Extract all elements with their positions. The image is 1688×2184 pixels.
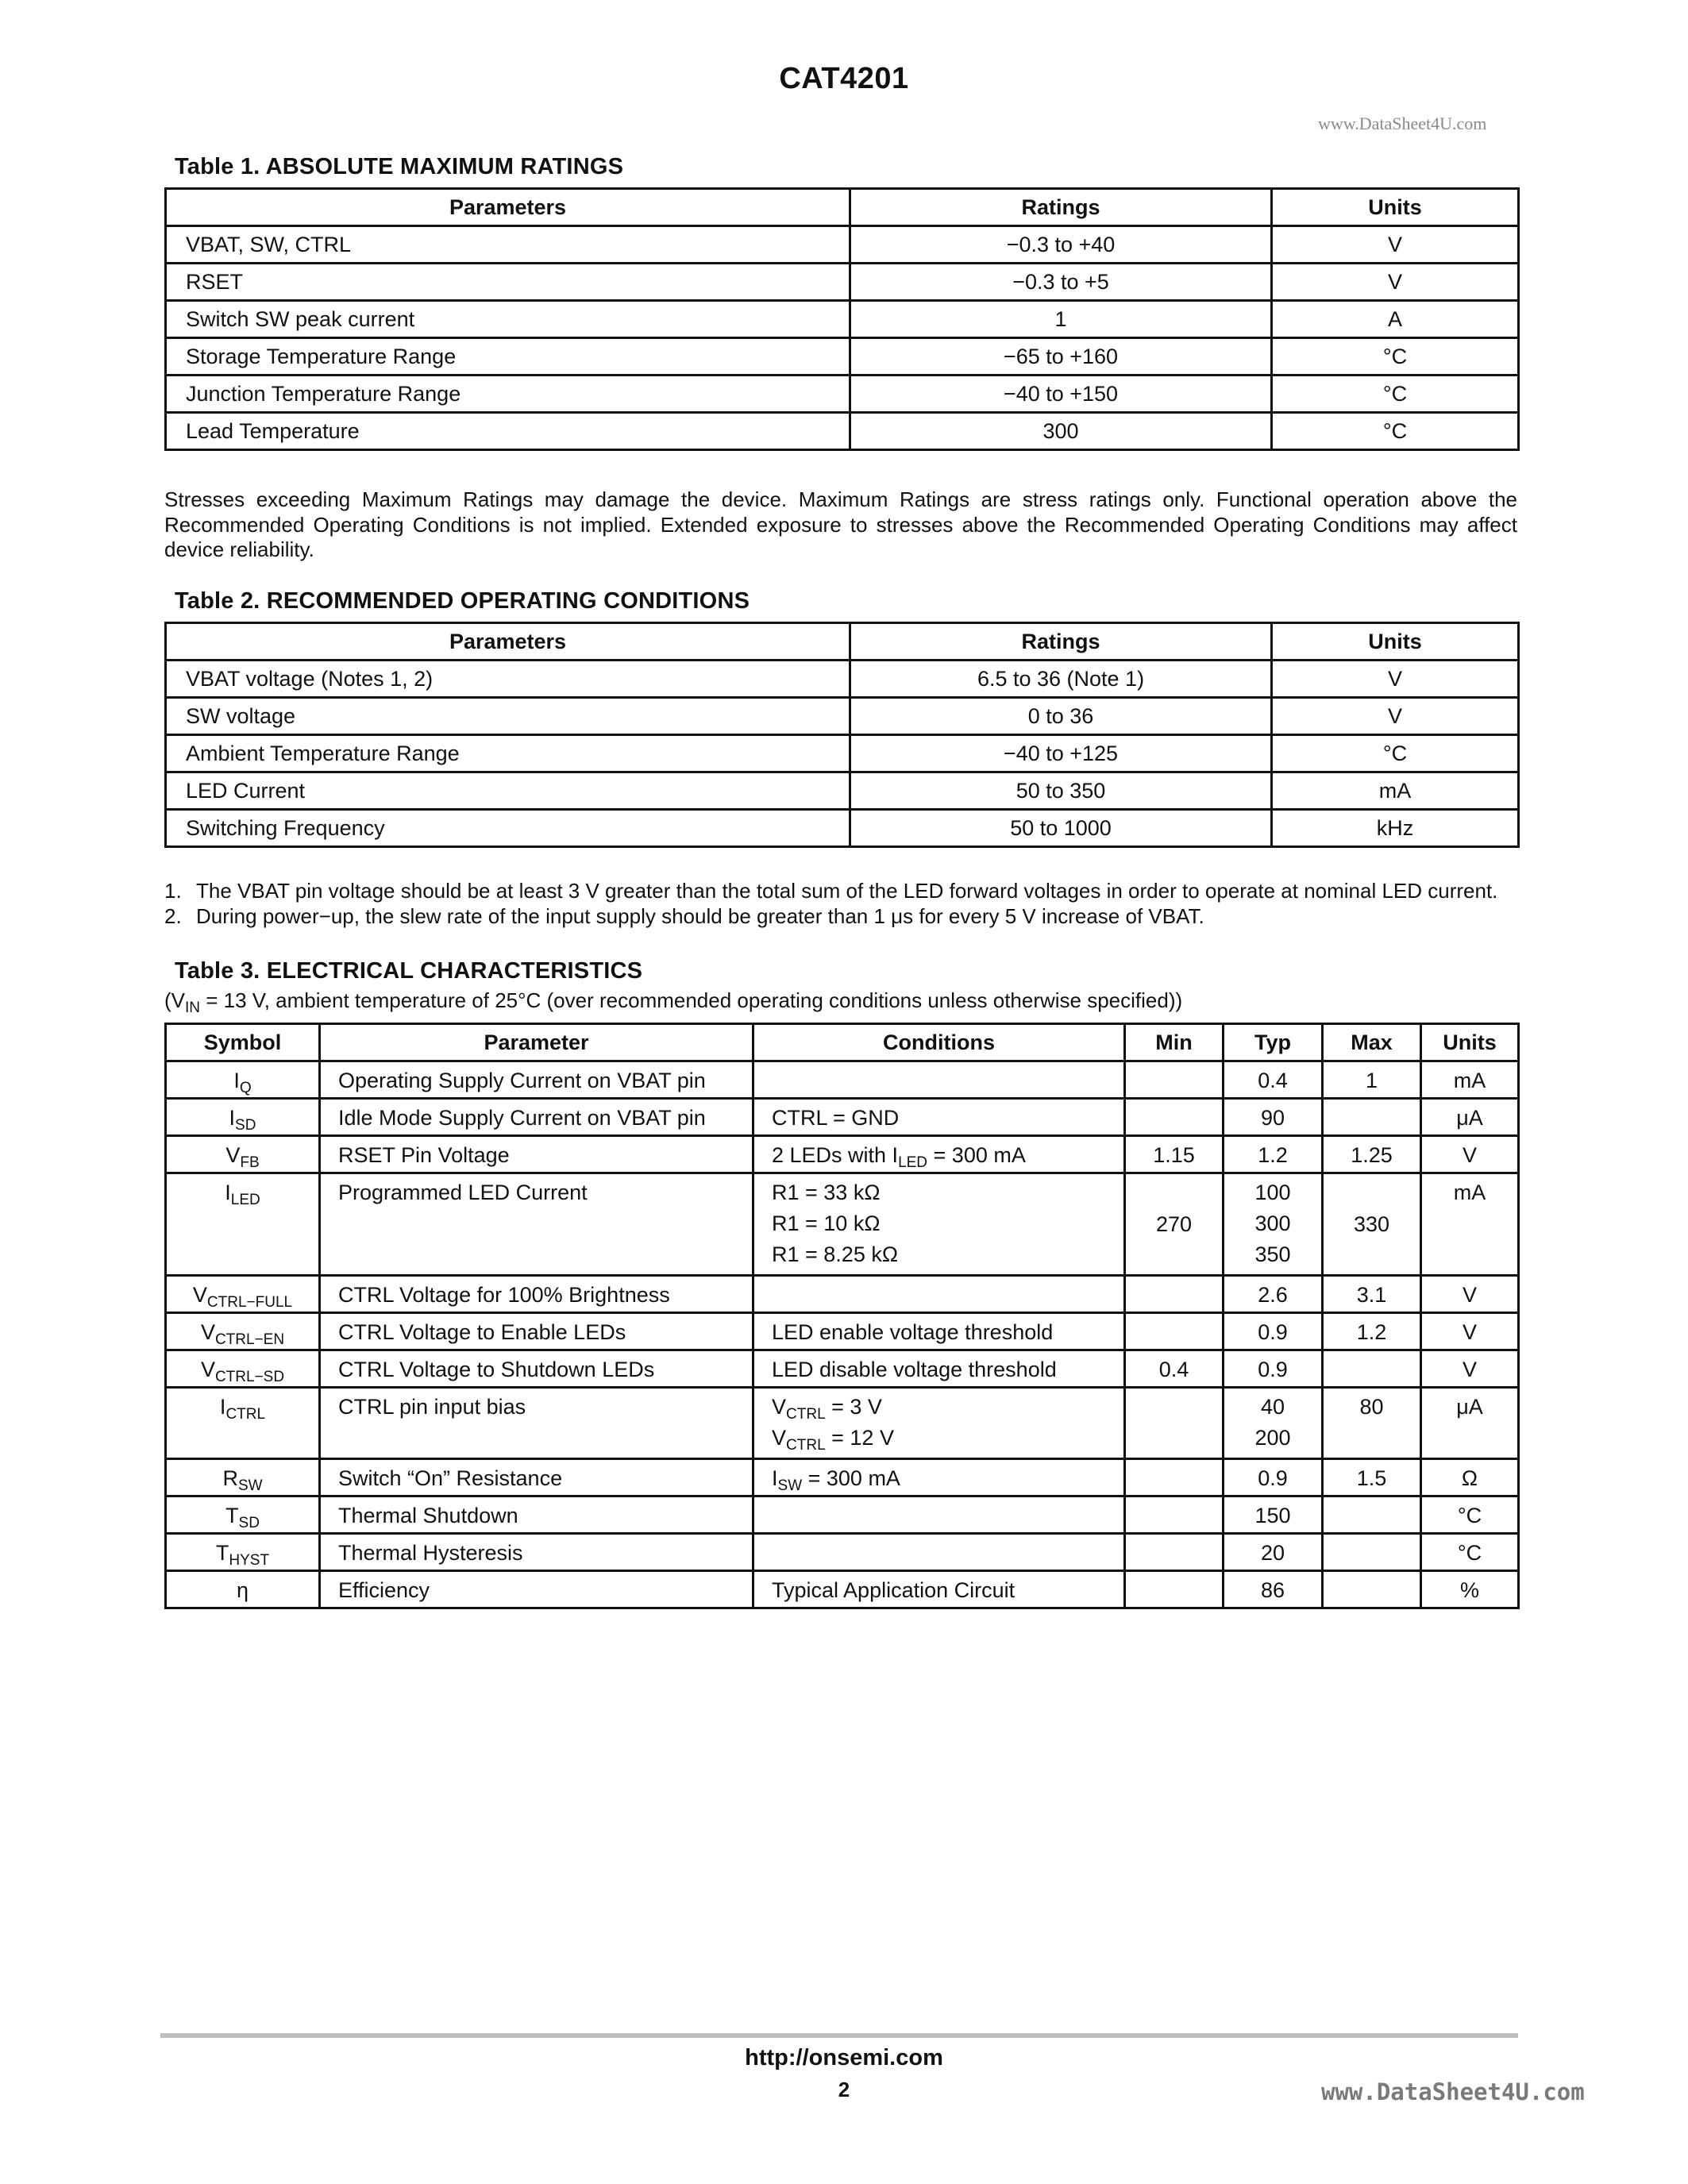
condition-text: = 300 mA	[802, 1466, 900, 1490]
units-cell: mA	[1421, 1061, 1519, 1099]
max-cell: 330	[1323, 1173, 1421, 1276]
units-cell: V	[1421, 1136, 1519, 1173]
max-cell: 1.5	[1323, 1459, 1421, 1496]
subcaption-text: = 13 V, ambient temperature of 25°C (over recommended operating conditions unless otherwise specified))	[200, 988, 1183, 1012]
symbol-cell	[166, 1061, 320, 1099]
watermark-bottom[interactable]: www.DataSheet4U.com	[1321, 2078, 1585, 2105]
table-row	[166, 1276, 1519, 1313]
table3-caption: Table 3. ELECTRICAL CHARACTERISTICS	[175, 958, 643, 984]
table-row	[166, 735, 1519, 772]
column-header: Symbol	[166, 1024, 320, 1061]
min-cell	[1125, 1388, 1224, 1459]
table3-conditions-note	[164, 988, 1183, 1016]
condition-text: = 12 V	[825, 1426, 894, 1450]
footnote-number: 1.	[164, 879, 182, 903]
recommended-operating-conditions-table	[164, 622, 1520, 848]
parameter-cell: Ambient Temperature Range	[166, 735, 850, 772]
conditions-cell	[753, 1173, 1125, 1276]
condition-line: R1 = 10 kΩ	[772, 1211, 881, 1235]
table-row	[166, 413, 1519, 450]
max-cell: 80	[1323, 1388, 1421, 1459]
subcaption-text: (V	[164, 988, 185, 1012]
min-cell	[1125, 1099, 1224, 1136]
conditions-cell: Typical Application Circuit	[753, 1571, 1125, 1608]
subscript: SW	[777, 1477, 803, 1494]
units-cell: V	[1421, 1313, 1519, 1350]
symbol-cell	[166, 1350, 320, 1388]
subscript: CTRL−EN	[214, 1331, 285, 1348]
condition-text: V	[772, 1426, 787, 1450]
units-cell: %	[1421, 1571, 1519, 1608]
units-cell: A	[1272, 301, 1519, 338]
max-cell: 1	[1323, 1061, 1421, 1099]
units-cell: °C	[1272, 376, 1519, 413]
symbol-cell	[166, 1136, 320, 1173]
min-cell	[1125, 1571, 1224, 1608]
parameter-cell: Programmed LED Current	[320, 1173, 753, 1276]
typ-cell: 86	[1224, 1571, 1323, 1608]
table-row	[166, 698, 1519, 735]
typ-cell: 0.9	[1224, 1459, 1323, 1496]
units-cell: mA	[1421, 1173, 1519, 1276]
min-cell: 1.15	[1125, 1136, 1224, 1173]
table-row	[166, 772, 1519, 810]
rating-cell: −40 to +150	[850, 376, 1272, 413]
footer-url-link[interactable]: http://onsemi.com	[745, 2045, 943, 2070]
electrical-characteristics-table	[164, 1023, 1520, 1609]
symbol-cell	[166, 1313, 320, 1350]
subscript: CTRL−FULL	[206, 1294, 293, 1311]
symbol-cell	[166, 1173, 320, 1276]
units-cell: V	[1272, 661, 1519, 698]
max-cell	[1323, 1350, 1421, 1388]
rating-cell: −65 to +160	[850, 338, 1272, 376]
table-row	[166, 1496, 1519, 1534]
conditions-cell: LED enable voltage threshold	[753, 1313, 1125, 1350]
conditions-cell	[753, 1061, 1125, 1099]
rating-cell: 6.5 to 36 (Note 1)	[850, 661, 1272, 698]
footer-divider	[160, 2033, 1518, 2038]
parameter-cell: CTRL Voltage to Enable LEDs	[320, 1313, 753, 1350]
typ-cell: 2.6	[1224, 1276, 1323, 1313]
parameter-cell: RSET Pin Voltage	[320, 1136, 753, 1173]
conditions-cell	[753, 1388, 1125, 1459]
symbol-cell	[166, 1496, 320, 1534]
condition-text: 2 LEDs with I	[772, 1143, 899, 1167]
units-cell: μA	[1421, 1099, 1519, 1136]
subscript: SW	[237, 1477, 263, 1494]
rating-cell: −0.3 to +40	[850, 226, 1272, 264]
symbol: I	[229, 1106, 236, 1130]
parameter-cell: Switch SW peak current	[166, 301, 850, 338]
typ-cell: 150	[1224, 1496, 1323, 1534]
subscript: HYST	[229, 1552, 270, 1569]
conditions-cell	[753, 1459, 1125, 1496]
subscript: SD	[235, 1117, 256, 1134]
min-cell	[1125, 1061, 1224, 1099]
subscript: SD	[238, 1515, 260, 1531]
footnote-1	[164, 879, 1530, 903]
subscript: LED	[230, 1192, 260, 1208]
symbol: V	[225, 1143, 241, 1167]
table-header-row	[166, 189, 1519, 226]
symbol: I	[233, 1069, 240, 1092]
subscript: CTRL−SD	[214, 1369, 285, 1385]
footnote-text: The VBAT pin voltage should be at least 3 V greater than the total sum of the LED forward voltages in order to operate at nominal LED current.	[196, 879, 1498, 903]
parameter-cell: VBAT, SW, CTRL	[166, 226, 850, 264]
units-cell: °C	[1421, 1534, 1519, 1571]
symbol-cell	[166, 1534, 320, 1571]
units-cell: °C	[1421, 1496, 1519, 1534]
condition-line	[772, 1392, 1114, 1423]
parameter-cell: CTRL pin input bias	[320, 1388, 753, 1459]
min-cell	[1125, 1534, 1224, 1571]
symbol: T	[215, 1541, 229, 1565]
conditions-cell	[753, 1276, 1125, 1313]
absolute-maximum-ratings-table	[164, 187, 1520, 451]
parameter-cell: VBAT voltage (Notes 1, 2)	[166, 661, 850, 698]
table-row	[166, 810, 1519, 847]
table-row	[166, 1173, 1519, 1276]
table-row	[166, 661, 1519, 698]
parameter-cell: Storage Temperature Range	[166, 338, 850, 376]
typ-cell: 0.9	[1224, 1350, 1323, 1388]
footnote-text: During power−up, the slew rate of the input supply should be greater than 1 μs for every 5 V increase of VBAT.	[196, 904, 1204, 928]
column-header: Ratings	[850, 189, 1272, 226]
rating-cell: 0 to 36	[850, 698, 1272, 735]
typ-line: 40	[1260, 1395, 1285, 1419]
subscript: Q	[239, 1080, 252, 1096]
parameter-cell: Switching Frequency	[166, 810, 850, 847]
subscript: FB	[240, 1154, 260, 1171]
parameter-cell: RSET	[166, 264, 850, 301]
column-header: Min	[1125, 1024, 1224, 1061]
table-row	[166, 338, 1519, 376]
parameter-cell: CTRL Voltage for 100% Brightness	[320, 1276, 753, 1313]
max-cell: 3.1	[1323, 1276, 1421, 1313]
condition-line: R1 = 33 kΩ	[772, 1181, 881, 1204]
rating-cell: −0.3 to +5	[850, 264, 1272, 301]
column-header: Parameter	[320, 1024, 753, 1061]
subscript: CTRL	[786, 1406, 826, 1423]
symbol: V	[192, 1283, 207, 1307]
min-cell	[1125, 1459, 1224, 1496]
subscript: CTRL	[225, 1406, 266, 1423]
column-header: Conditions	[753, 1024, 1125, 1061]
column-header: Typ	[1224, 1024, 1323, 1061]
symbol-cell	[166, 1459, 320, 1496]
column-header: Parameters	[166, 189, 850, 226]
condition-text: = 300 mA	[927, 1143, 1026, 1167]
min-cell: 0.4	[1125, 1350, 1224, 1388]
units-cell: mA	[1272, 772, 1519, 810]
condition-line: R1 = 8.25 kΩ	[772, 1242, 899, 1266]
typ-cell: 90	[1224, 1099, 1323, 1136]
units-cell: V	[1272, 698, 1519, 735]
table-row	[166, 1136, 1519, 1173]
typ-cell: 0.9	[1224, 1313, 1323, 1350]
rating-cell: 300	[850, 413, 1272, 450]
parameter-cell: Idle Mode Supply Current on VBAT pin	[320, 1099, 753, 1136]
column-header: Units	[1272, 189, 1519, 226]
parameter-cell: LED Current	[166, 772, 850, 810]
condition-text: V	[772, 1395, 787, 1419]
typ-line: 350	[1254, 1242, 1291, 1266]
symbol: T	[225, 1504, 239, 1527]
typ-cell	[1224, 1173, 1323, 1276]
rating-cell: −40 to +125	[850, 735, 1272, 772]
table-row	[166, 1388, 1519, 1459]
footnote-2	[164, 904, 1530, 929]
conditions-cell	[753, 1496, 1125, 1534]
parameter-cell: Switch “On” Resistance	[320, 1459, 753, 1496]
table-header-row	[166, 623, 1519, 661]
symbol: V	[200, 1358, 215, 1381]
table-row	[166, 376, 1519, 413]
table-header-row	[166, 1024, 1519, 1061]
column-header: Units	[1421, 1024, 1519, 1061]
stress-note: Stresses exceeding Maximum Ratings may damage the device. Maximum Ratings are stress ratings only. Functional operation above the Recommended Operating Conditions is not implied. Extended exposure to stresses above the Recommended Operating Conditions may affect device reliability.	[164, 487, 1517, 561]
parameter-cell: CTRL Voltage to Shutdown LEDs	[320, 1350, 753, 1388]
units-cell: °C	[1272, 413, 1519, 450]
typ-line: 300	[1254, 1211, 1291, 1235]
parameter-cell: SW voltage	[166, 698, 850, 735]
table-row	[166, 1571, 1519, 1608]
table-row	[166, 226, 1519, 264]
typ-cell: 1.2	[1224, 1136, 1323, 1173]
parameter-cell: Efficiency	[320, 1571, 753, 1608]
table-row	[166, 1534, 1519, 1571]
rating-cell: 50 to 1000	[850, 810, 1272, 847]
typ-cell: 0.4	[1224, 1061, 1323, 1099]
units-cell: μA	[1421, 1388, 1519, 1459]
condition-text: = 3 V	[825, 1395, 882, 1419]
units-cell: V	[1421, 1350, 1519, 1388]
min-cell: 270	[1125, 1173, 1224, 1276]
units-cell: V	[1421, 1276, 1519, 1313]
typ-line: 100	[1254, 1181, 1291, 1204]
symbol-cell	[166, 1388, 320, 1459]
footnote-number: 2.	[164, 904, 182, 928]
column-header: Parameters	[166, 623, 850, 661]
units-cell: V	[1272, 226, 1519, 264]
conditions-cell	[753, 1136, 1125, 1173]
parameter-cell: Lead Temperature	[166, 413, 850, 450]
max-cell: 1.25	[1323, 1136, 1421, 1173]
symbol: V	[200, 1320, 215, 1344]
max-cell	[1323, 1534, 1421, 1571]
page-number: 2	[838, 2078, 850, 2101]
parameter-cell: Thermal Shutdown	[320, 1496, 753, 1534]
units-cell: °C	[1272, 735, 1519, 772]
units-cell: °C	[1272, 338, 1519, 376]
subscript: LED	[898, 1154, 928, 1171]
conditions-cell: CTRL = GND	[753, 1099, 1125, 1136]
min-cell	[1125, 1496, 1224, 1534]
parameter-cell: Junction Temperature Range	[166, 376, 850, 413]
column-header: Ratings	[850, 623, 1272, 661]
symbol: R	[222, 1466, 238, 1490]
table-row	[166, 1061, 1519, 1099]
symbol: I	[219, 1395, 226, 1419]
typ-cell	[1224, 1388, 1323, 1459]
units-cell: kHz	[1272, 810, 1519, 847]
parameter-cell: Operating Supply Current on VBAT pin	[320, 1061, 753, 1099]
conditions-cell: LED disable voltage threshold	[753, 1350, 1125, 1388]
table-row	[166, 1313, 1519, 1350]
rating-cell: 50 to 350	[850, 772, 1272, 810]
parameter-cell: Thermal Hysteresis	[320, 1534, 753, 1571]
symbol-cell	[166, 1276, 320, 1313]
page-title: CAT4201	[779, 62, 909, 95]
table-row	[166, 1459, 1519, 1496]
symbol-cell	[166, 1099, 320, 1136]
subscript: IN	[185, 1000, 200, 1016]
table-row	[166, 264, 1519, 301]
rating-cell: 1	[850, 301, 1272, 338]
min-cell	[1125, 1313, 1224, 1350]
column-header: Max	[1323, 1024, 1421, 1061]
units-cell: V	[1272, 264, 1519, 301]
max-cell: 1.2	[1323, 1313, 1421, 1350]
table-row	[166, 1350, 1519, 1388]
units-cell: Ω	[1421, 1459, 1519, 1496]
subscript: CTRL	[786, 1437, 826, 1454]
symbol: η	[236, 1578, 249, 1602]
min-cell	[1125, 1276, 1224, 1313]
symbol-cell	[166, 1571, 320, 1608]
typ-line: 200	[1254, 1426, 1291, 1450]
column-header: Units	[1272, 623, 1519, 661]
max-cell	[1323, 1099, 1421, 1136]
table2-caption: Table 2. RECOMMENDED OPERATING CONDITIONS	[175, 588, 750, 614]
table-row	[166, 1099, 1519, 1136]
typ-cell: 20	[1224, 1534, 1323, 1571]
condition-text: I	[772, 1466, 778, 1490]
max-cell	[1323, 1496, 1421, 1534]
table1-caption: Table 1. ABSOLUTE MAXIMUM RATINGS	[175, 154, 624, 179]
max-cell	[1323, 1571, 1421, 1608]
condition-line	[772, 1423, 1114, 1454]
conditions-cell	[753, 1534, 1125, 1571]
symbol: I	[225, 1181, 231, 1204]
watermark-top[interactable]: www.DataSheet4U.com	[1318, 114, 1487, 133]
table-row	[166, 301, 1519, 338]
